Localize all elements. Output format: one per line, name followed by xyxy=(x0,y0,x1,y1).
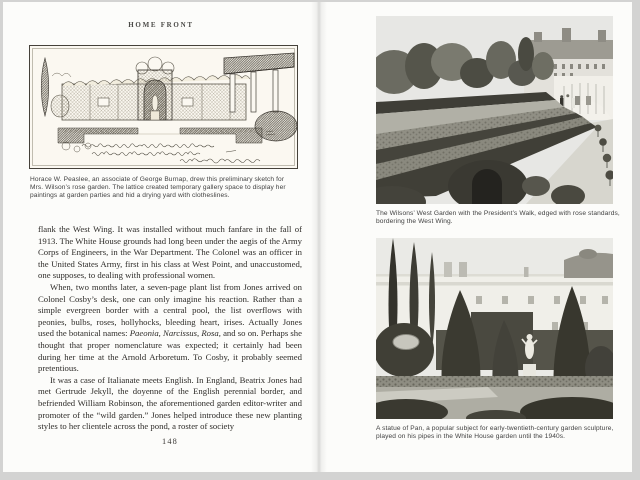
rose-garden-sketch-figure xyxy=(29,45,298,169)
running-header: HOME FRONT xyxy=(128,21,194,29)
rose-garden-sketch-illustration xyxy=(30,46,297,168)
pan-statue-photo-caption: A statue of Pan, a popular subject for early-twentieth-century garden sculpture, played on his pipes in the White House garden until the 1940s. xyxy=(376,425,614,440)
book-spine-shadow xyxy=(311,2,327,472)
west-garden-photo-image xyxy=(376,16,613,204)
west-garden-photo xyxy=(376,16,613,204)
pan-statue-photo xyxy=(376,238,613,419)
pan-statue-photo-image xyxy=(376,238,613,419)
sketch-caption: Horace W. Peaslee, an associate of George Burnap, drew this preliminary sketch for Mrs. Wilson’s rose garden. The lattice created temporary gallery space to display her paintings at garden parties and hid a drying yard with clotheslines. xyxy=(30,176,286,199)
book-spread xyxy=(3,2,632,472)
west-garden-photo-caption: The Wilsons’ West Garden with the President’s Walk, edged with rose standards, bordering the West Wing. xyxy=(376,210,620,225)
page-number: 148 xyxy=(161,437,179,446)
body-text: flank the West Wing. It was installed without much fanfare in the fall of 1913. The White House grounds had long been under the aegis of the Army Corps of Engineers, in the War Department. The Colonel was an officer in the United States Army, first in his class at West Point, and unaccustomed, one supposes, to dealing with professional women. When, two months later, a seven-page plant list from Jones arrived on Colonel Cosby’s desk, one can only imagine his reaction. Rather than a simple evergreen border with a central pool, the list overflows with peonies, bulbs, roses, hollyhocks, bleeding heart, irises. Actually Jones used the botanical names: Paeonia, Narcissus, Rosa, and so on. Perhaps she thought that proper nomenclature was expected; it certainly had been during her time at the Arnold Arboretum. To Cosby, it probably seemed pretentious. It was a case of Italianate meets English. In England, Beatrix Jones had met Gertrude Jekyll, the doyenne of the English perennial border, and befriended William Robinson, the aforementioned garden editor-writer and promoter of the “wild garden.” Jones helped introduce these new planting styles to her clientele across the pond, a roster of society xyxy=(38,224,303,432)
